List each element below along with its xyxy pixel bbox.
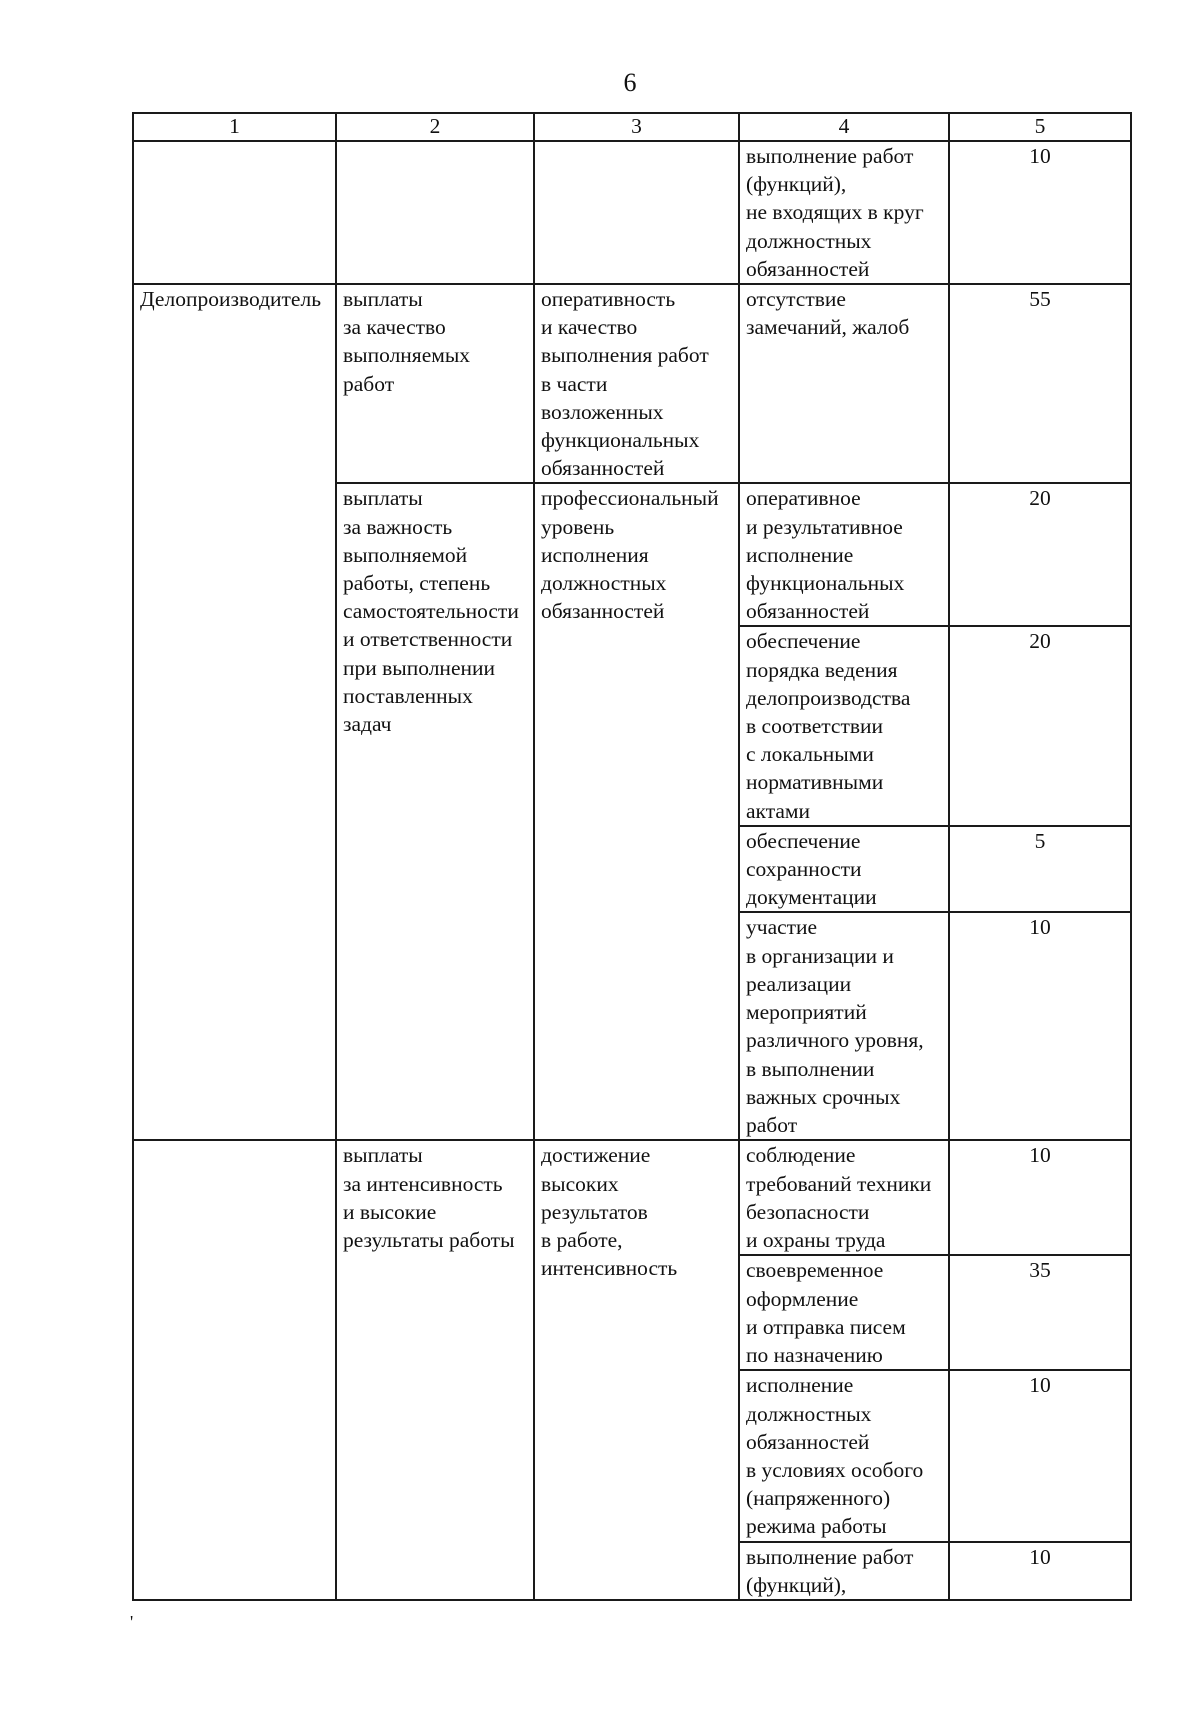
indicator-cell: оперативность и качество выполнения работ в части возложенных функциональных обязанностей xyxy=(534,284,739,483)
header-cell-1: 1 xyxy=(133,113,336,141)
percent-cell: 10 xyxy=(949,1542,1131,1600)
table-row xyxy=(133,284,1131,483)
position-cell: Делопроизводитель xyxy=(133,284,336,483)
table-row xyxy=(133,141,1131,284)
payment-type-cell: выплаты за важность выполняемой работы, степень самостоятельности и ответственности при выполнении поставленных задач xyxy=(336,483,534,1140)
bonus-criteria-table xyxy=(132,112,1132,1601)
payment-type-cell: выплаты за интенсивность и высокие результаты работы xyxy=(336,1140,534,1599)
header-cell-4: 4 xyxy=(739,113,949,141)
percent-cell: 20 xyxy=(949,626,1131,825)
stray-mark: ' xyxy=(130,1612,134,1632)
header-cell-5: 5 xyxy=(949,113,1131,141)
percent-cell: 55 xyxy=(949,284,1131,483)
percent-cell: 10 xyxy=(949,1140,1131,1255)
criterion-cell: обеспечение порядка ведения делопроизводства в соответствии с локальными нормативными актами xyxy=(739,626,949,825)
criterion-cell: оперативное и результативное исполнение функциональных обязанностей xyxy=(739,483,949,626)
header-cell-3: 3 xyxy=(534,113,739,141)
criterion-cell: участие в организации и реализации мероприятий различного уровня, в выполнении важных срочных работ xyxy=(739,912,949,1140)
percent-cell: 10 xyxy=(949,1370,1131,1541)
empty-cell xyxy=(336,141,534,284)
criterion-cell: обеспечение сохранности документации xyxy=(739,826,949,913)
indicator-cell: профессиональный уровень исполнения должностных обязанностей xyxy=(534,483,739,1140)
payment-type-cell: выплаты за качество выполняемых работ xyxy=(336,284,534,483)
criterion-cell: выполнение работ (функций), xyxy=(739,1542,949,1600)
criterion-cell: выполнение работ (функций), не входящих в круг должностных обязанностей xyxy=(739,141,949,284)
percent-cell: 35 xyxy=(949,1255,1131,1370)
criterion-cell: соблюдение требований техники безопасности и охраны труда xyxy=(739,1140,949,1255)
percent-cell: 10 xyxy=(949,912,1131,1140)
criterion-cell: отсутствие замечаний, жалоб xyxy=(739,284,949,483)
criterion-cell: своевременное оформление и отправка писем по назначению xyxy=(739,1255,949,1370)
criterion-cell: исполнение должностных обязанностей в условиях особого (напряженного) режима работы xyxy=(739,1370,949,1541)
page-number: 6 xyxy=(623,68,637,97)
table-header-row xyxy=(133,113,1131,141)
empty-cell xyxy=(133,141,336,284)
table-row xyxy=(133,1140,1131,1255)
percent-cell: 20 xyxy=(949,483,1131,626)
percent-cell: 5 xyxy=(949,826,1131,913)
position-cell-continued xyxy=(133,483,336,1140)
indicator-cell: достижение высоких результатов в работе, интенсивность xyxy=(534,1140,739,1599)
table-row xyxy=(133,483,1131,626)
header-cell-2: 2 xyxy=(336,113,534,141)
empty-cell xyxy=(133,1140,336,1599)
percent-cell: 10 xyxy=(949,141,1131,284)
empty-cell xyxy=(534,141,739,284)
